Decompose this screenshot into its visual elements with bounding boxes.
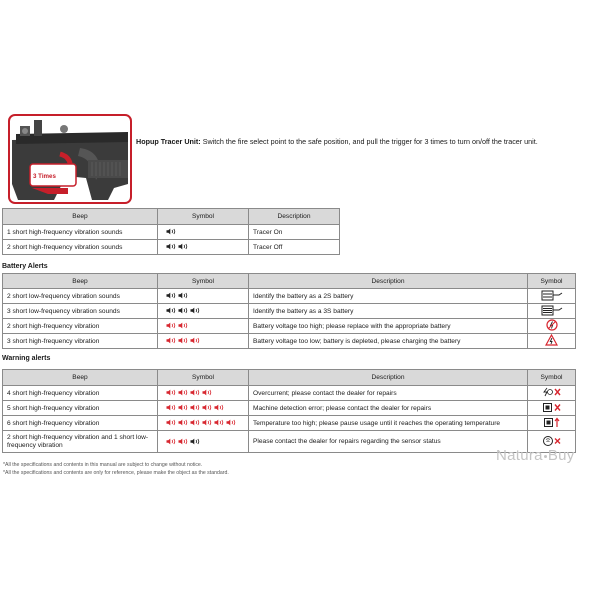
beep-text: 4 short high-frequency vibration: [3, 386, 158, 401]
beep-text: 2 short high-frequency vibration sounds: [3, 240, 158, 255]
watermark-left: Natura: [496, 447, 543, 464]
watermark: [496, 447, 575, 464]
beep-text: 1 short high-frequency vibration sounds: [3, 225, 158, 240]
beep-text: 3 short high-frequency vibration: [3, 334, 158, 349]
hopup-instruction: [136, 137, 538, 146]
description-text: Battery voltage too high; please replace with the appropriate battery: [249, 319, 528, 334]
table-row: [3, 334, 576, 349]
beep-high-icon: [166, 404, 177, 411]
col-symbol: Symbol: [158, 370, 249, 386]
table-row: [3, 225, 340, 240]
beep-symbol: [158, 304, 249, 319]
beep-high-icon: [190, 389, 201, 396]
beep-text: 2 short high-frequency vibration and 1 short low-frequency vibration: [3, 431, 158, 453]
description-text: Identify the battery as a 3S battery: [249, 304, 528, 319]
beep-high-icon: [166, 438, 177, 445]
beep-text: 6 short high-frequency vibration: [3, 416, 158, 431]
description-text: Machine detection error; please contact the dealer for repairs: [249, 401, 528, 416]
col-symbol-icon: Symbol: [528, 370, 576, 386]
table-row: [3, 319, 576, 334]
beep-icon: [166, 292, 177, 299]
description-text: Overcurrent; please contact the dealer for repairs: [249, 386, 528, 401]
col-symbol: Symbol: [158, 274, 249, 289]
beep-icon: [178, 307, 189, 314]
beep-high-icon: [166, 322, 177, 329]
temperature-icon: [528, 416, 576, 431]
beep-high-icon: [178, 419, 189, 426]
beep-text: 5 short high-frequency vibration: [3, 401, 158, 416]
table-row: [3, 431, 576, 453]
beep-high-icon: [178, 389, 189, 396]
battery-alerts-title: Battery Alerts: [2, 263, 48, 270]
beep-symbol: [158, 240, 249, 255]
table-row: [3, 386, 576, 401]
battery-3s-icon: [528, 304, 576, 319]
trigger-illustration: [8, 114, 132, 204]
beep-high-icon: [190, 404, 201, 411]
beep-high-icon: [178, 337, 189, 344]
footnote-2: *All the specifications and contents are only for reference, please make the object as the standard.: [3, 470, 229, 476]
beep-high-icon: [202, 389, 213, 396]
hopup-title: Hopup Tracer Unit:: [136, 137, 201, 146]
beep-high-icon: [166, 337, 177, 344]
description-text: Battery voltage too low; battery is depleted, please charging the battery: [249, 334, 528, 349]
beep-high-icon: [178, 438, 189, 445]
beep-icon: [190, 307, 201, 314]
svg-text:3 Times: 3 Times: [33, 173, 56, 180]
beep-text: 2 short high-frequency vibration: [3, 319, 158, 334]
beep-high-icon: [202, 419, 213, 426]
beep-symbol: [158, 401, 249, 416]
table-row: [3, 289, 576, 304]
col-symbol: Symbol: [158, 209, 249, 225]
table-row: [3, 240, 340, 255]
beep-text: 3 short low-frequency vibration sounds: [3, 304, 158, 319]
beep-symbol: [158, 386, 249, 401]
watermark-right: Buy: [547, 447, 575, 464]
beep-high-icon: [190, 419, 201, 426]
beep-high-icon: [178, 404, 189, 411]
table-row: [3, 401, 576, 416]
voltage-low-icon: [528, 334, 576, 349]
description-text: Temperature too high; please pause usage until it reaches the operating temperature: [249, 416, 528, 431]
hopup-text: Switch the fire select point to the safe position, and pull the trigger for 3 times to turn on/off the tracer unit.: [202, 137, 538, 146]
beep-icon: [166, 307, 177, 314]
beep-symbol: [158, 289, 249, 304]
beep-high-icon: [166, 389, 177, 396]
col-beep: Beep: [3, 370, 158, 386]
footnote-1: *All the specifications and contents in this manual are subject to change without notice.: [3, 462, 203, 468]
description-text: Please contact the dealer for repairs regarding the sensor status: [249, 431, 528, 453]
beep-high-icon: [202, 404, 213, 411]
beep-high-icon: [178, 322, 189, 329]
col-symbol-icon: Symbol: [528, 274, 576, 289]
beep-symbol: [158, 319, 249, 334]
beep-high-icon: [166, 419, 177, 426]
beep-symbol: [158, 416, 249, 431]
beep-symbol: [158, 225, 249, 240]
beep-high-icon: [226, 419, 237, 426]
beep-icon: [190, 438, 201, 445]
chip-error-icon: [528, 401, 576, 416]
beep-symbol: [158, 334, 249, 349]
beep-icon: [178, 292, 189, 299]
beep-icon: [166, 243, 177, 250]
tracer-table: [2, 208, 340, 255]
warning-alerts-title: Warning alerts: [2, 355, 51, 362]
col-description: Description: [249, 370, 528, 386]
battery-table: [2, 273, 576, 349]
warning-table: [2, 369, 576, 453]
col-beep: Beep: [3, 209, 158, 225]
beep-icon: [178, 243, 189, 250]
description-text: Tracer On: [249, 225, 340, 240]
beep-text: 2 short low-frequency vibration sounds: [3, 289, 158, 304]
overcurrent-icon: [528, 386, 576, 401]
watermark-dot: [544, 455, 547, 458]
beep-symbol: [158, 431, 249, 453]
beep-high-icon: [214, 404, 225, 411]
description-text: Identify the battery as a 2S battery: [249, 289, 528, 304]
col-beep: Beep: [3, 274, 158, 289]
beep-icon: [166, 228, 177, 235]
table-row: [3, 416, 576, 431]
col-description: Description: [249, 274, 528, 289]
table-row: [3, 304, 576, 319]
description-text: Tracer Off: [249, 240, 340, 255]
beep-high-icon: [214, 419, 225, 426]
beep-high-icon: [190, 337, 201, 344]
battery-2s-icon: [528, 289, 576, 304]
col-description: Description: [249, 209, 340, 225]
voltage-high-icon: [528, 319, 576, 334]
